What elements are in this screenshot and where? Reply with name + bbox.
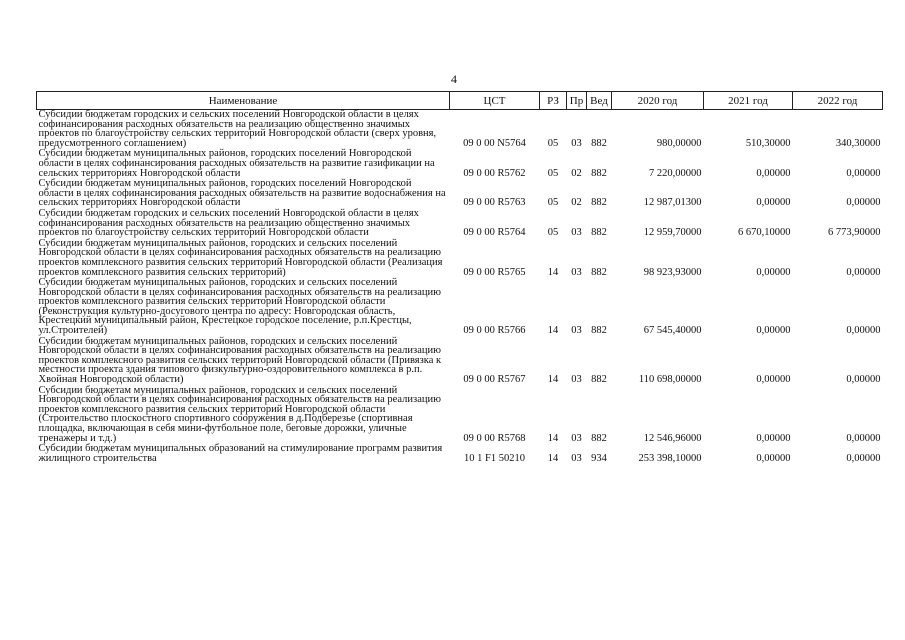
row-pr: 03 — [571, 227, 582, 239]
row-pr: 02 — [571, 167, 582, 179]
row-pr: 03 — [571, 325, 582, 337]
row-2022: 6 773,90000 — [828, 227, 881, 239]
page-number: 4 — [451, 72, 457, 86]
row-cst: 09 0 00 N5764 — [463, 137, 526, 149]
row-ved: 882 — [591, 325, 607, 337]
row-rz: 14 — [547, 266, 559, 278]
row-2022: 0,00000 — [846, 266, 881, 278]
header-ved: Вед — [587, 92, 612, 110]
row-cst: 10 1 F1 50210 — [464, 452, 525, 464]
row-cst: 09 0 00 R5763 — [463, 197, 526, 209]
row-name: Субсидии бюджетам муниципальных районов, городских поселений Новгородской области в целях софинансирования расходных обязательств на развитие водоснабжения на сельских территориях Новгородской области — [38, 178, 446, 209]
row-2022: 0,00000 — [846, 167, 881, 179]
row-ved: 882 — [591, 137, 607, 149]
table-row — [37, 386, 883, 445]
row-2021: 510,30000 — [745, 137, 791, 149]
row-name: Субсидии бюджетам муниципальных районов, городских и сельских поселений Новгородской области в целях софинансирования расходных обязательств на реализацию проектов комплексного развития сельских территорий Новгородской области (Строительство плоскостного спортивного сооружения в д.Подберезье (спортивная площадка, включающая в себя мини-футбольное поле, беговые дорожки, уличные тренажеры и т.д.) — [38, 384, 441, 444]
row-2021: 0,00000 — [756, 266, 791, 278]
row-2021: 0,00000 — [756, 374, 791, 386]
table-header-row — [37, 92, 883, 110]
row-ved: 882 — [591, 197, 607, 209]
row-pr: 03 — [571, 374, 582, 386]
table-row — [37, 444, 883, 464]
row-rz: 05 — [547, 137, 559, 149]
table-row — [37, 239, 883, 278]
row-2020: 253 398,10000 — [638, 452, 702, 464]
row-ved: 882 — [591, 266, 607, 278]
table-row — [37, 179, 883, 209]
row-ved: 882 — [591, 432, 607, 444]
row-rz: 05 — [547, 227, 559, 239]
row-2020: 12 987,01300 — [643, 197, 702, 209]
row-2020: 7 220,00000 — [649, 167, 702, 179]
table-row — [37, 149, 883, 179]
row-2021: 0,00000 — [756, 167, 791, 179]
row-ved: 882 — [591, 227, 607, 239]
row-2020: 12 959,70000 — [643, 227, 702, 239]
row-rz: 14 — [547, 374, 559, 386]
row-2020: 110 698,00000 — [638, 374, 702, 386]
row-2022: 0,00000 — [846, 325, 881, 337]
row-2022: 0,00000 — [846, 197, 881, 209]
row-name: Субсидии бюджетам муниципальных районов, городских поселений Новгородской области в целях софинансирования расходных обязательств на развитие газификации на сельских территориях Новгородской области — [38, 148, 435, 179]
row-ved: 882 — [591, 374, 607, 386]
row-name: Субсидии бюджетам муниципальных образований на стимулирование программ развития жилищного строительства — [38, 443, 443, 464]
row-pr: 03 — [571, 432, 582, 444]
row-cst: 09 0 00 R5762 — [463, 167, 526, 179]
header-2022: 2022 год — [793, 92, 883, 110]
row-2020: 980,00000 — [656, 137, 702, 149]
row-2021: 6 670,10000 — [738, 227, 791, 239]
row-2021: 0,00000 — [756, 452, 791, 464]
row-2022: 340,30000 — [835, 137, 881, 149]
table-row — [37, 278, 883, 337]
row-pr: 03 — [571, 137, 582, 149]
row-rz: 05 — [547, 197, 559, 209]
row-rz: 14 — [547, 432, 559, 444]
row-rz: 14 — [547, 325, 559, 337]
row-name: Субсидии бюджетам муниципальных районов, городских и сельских поселений Новгородской области в целях софинансирования расходных обязательств на реализацию проектов комплексного развития сельских территорий Новгородской области (Привязка к местности проекта здания типового физкультурно-оздоровительного комплекса в р.п. Хвойная Новгородской области) — [38, 335, 442, 386]
header-pr: Пр — [567, 92, 587, 110]
row-cst: 09 0 00 R5768 — [463, 432, 526, 444]
table-row — [37, 209, 883, 239]
row-rz: 14 — [547, 452, 559, 464]
row-2020: 98 923,93000 — [643, 266, 702, 278]
row-name: Субсидии бюджетам муниципальных районов, городских и сельских поселений Новгородской области в целях софинансирования расходных обязательств на реализацию проектов комплексного развития сельских территорий Новгородской области (Реконструкция культурно-досугового центра по адресу: Новгородская область, Крестецкий муниципальный район, Крестецкое городское поселение, р.п.Крестцы, ул.Строителей) — [38, 277, 441, 337]
row-2020: 67 545,40000 — [643, 325, 702, 337]
row-name: Субсидии бюджетам городских и сельских поселений Новгородской области в целях софинансирования расходных обязательств на реализацию общественно значимых проектов по благоустройству сельских территорий Новгородской области (сверх уровня, предусмотренного соглашением) — [38, 109, 437, 149]
row-pr: 02 — [571, 197, 582, 209]
row-name: Субсидии бюджетам городских и сельских поселений Новгородской области в целях софинансирования расходных обязательств на реализацию общественно значимых проектов по благоустройству сельских территорий Новгородской области — [38, 207, 419, 239]
row-ved: 934 — [591, 452, 607, 464]
row-2021: 0,00000 — [756, 325, 791, 337]
row-ved: 882 — [591, 167, 607, 179]
row-rz: 05 — [547, 167, 559, 179]
row-2022: 0,00000 — [846, 432, 881, 444]
header-2021: 2021 год — [704, 92, 793, 110]
header-name: Наименование — [37, 92, 450, 110]
budget-table — [36, 91, 883, 464]
header-cst: ЦСТ — [450, 92, 540, 110]
header-rz: РЗ — [540, 92, 567, 110]
row-cst: 09 0 00 R5765 — [463, 266, 526, 278]
row-cst: 09 0 00 R5766 — [463, 325, 526, 337]
header-2020: 2020 год — [612, 92, 704, 110]
row-cst: 09 0 00 R5764 — [463, 227, 526, 239]
row-pr: 03 — [571, 452, 582, 464]
row-2020: 12 546,96000 — [643, 432, 702, 444]
row-2022: 0,00000 — [846, 374, 881, 386]
row-2021: 0,00000 — [756, 432, 791, 444]
row-2021: 0,00000 — [756, 197, 791, 209]
table-row — [37, 110, 883, 150]
table-row — [37, 337, 883, 386]
row-2022: 0,00000 — [846, 452, 881, 464]
row-pr: 03 — [571, 266, 582, 278]
row-cst: 09 0 00 R5767 — [463, 374, 526, 386]
row-name: Субсидии бюджетам муниципальных районов, городских и сельских поселений Новгородской области в целях софинансирования расходных обязательств на реализацию проектов комплексного развития сельских территорий Новгородской области (Реализация проектов комплексного развития сельских территорий) — [38, 237, 443, 278]
